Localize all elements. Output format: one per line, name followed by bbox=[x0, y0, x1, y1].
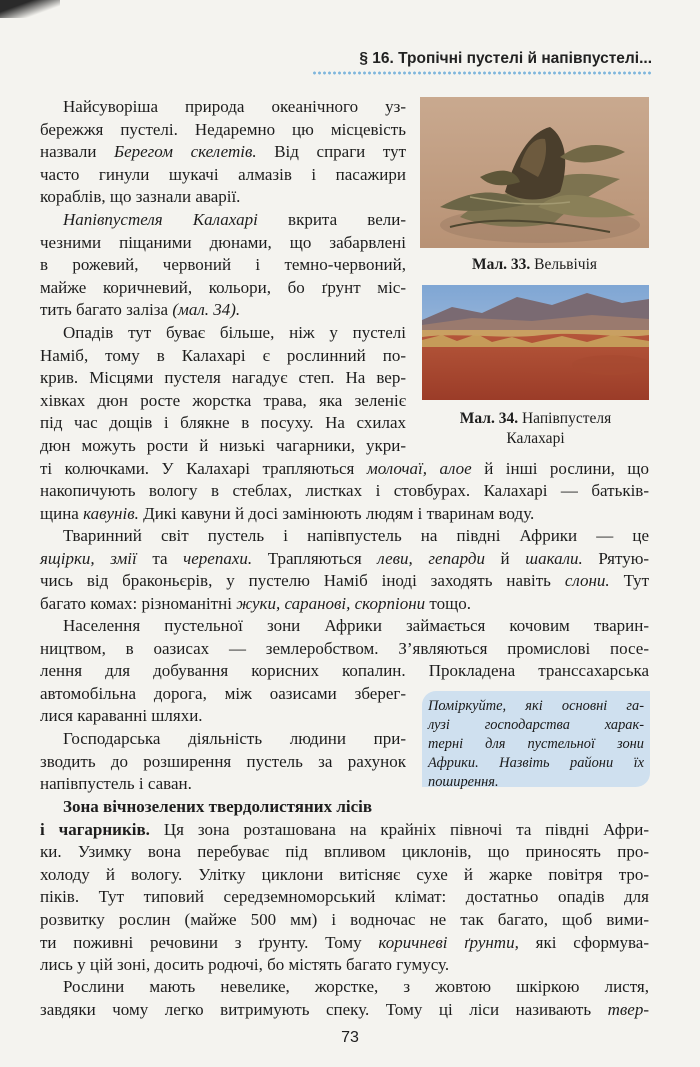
text-line: тить багато заліза (мал. 34). bbox=[40, 300, 241, 320]
text-line: під час дощів і блякне в посуху. На схилах bbox=[40, 413, 406, 433]
text-line: Найсуворіша природа океанічного уз- bbox=[63, 97, 406, 116]
text-line: Наміб, тому в Калахарі є рослинний по- bbox=[40, 345, 406, 365]
text-line: кораблів, що зазнали аварії. bbox=[40, 187, 241, 207]
text-line: накопичують вологу в стеблах, листках і стовбурах. Калахарі — батьків- bbox=[40, 481, 649, 501]
text-line: чись від браконьєрів, у пустелю Наміб іноді заходять навіть слони. Тут bbox=[40, 571, 650, 591]
page-number: 73 bbox=[341, 1029, 359, 1046]
text-line: хівках дюн росте жорстка трава, яка зеленіє bbox=[40, 390, 406, 410]
text-line: Тваринний світ пустель і напівпустель на півдні Африки — це bbox=[63, 526, 649, 545]
text-line: крив. Місцями пустеля нагадує степ. На вер- bbox=[40, 368, 406, 388]
text-line: розвитку рослин (майже 500 мм) і водночас не так багато, щоб вими- bbox=[40, 909, 649, 929]
text-line: Напівпустеля Калахарі вкрита вели- bbox=[63, 210, 407, 229]
kalahari-photo bbox=[422, 285, 649, 400]
text-line: бережжя пустелі. Недаремно цю місцевість bbox=[40, 119, 406, 139]
text-line: назвали Берегом скелетів. Від спраги тут bbox=[40, 142, 407, 162]
text-line: в рожевий, червоний і темно-червоний, bbox=[40, 255, 406, 275]
text-line: холоду й вологу. Улітку циклони витісняє сухе й жарке повітря тро- bbox=[40, 864, 649, 884]
paragraph-skeleton-coast bbox=[40, 96, 407, 209]
text-line: терні для пустельної зони bbox=[428, 736, 644, 752]
section-title: § 16. Тропічні пустелі й напівпустелі... bbox=[359, 50, 652, 67]
text-line: часто гинули шукачі алмазів і пасажири bbox=[40, 164, 406, 184]
paragraph-evergreen-zone bbox=[40, 796, 649, 977]
page-header bbox=[312, 47, 652, 73]
text-line: ти поживні речовини з ґрунту. Тому коричневі ґрунти, які сформува- bbox=[40, 932, 649, 952]
question-text bbox=[428, 697, 644, 792]
text-line: зводить до розширення пустель за рахунок bbox=[40, 751, 406, 771]
welwitschia-photo bbox=[420, 97, 649, 248]
text-line: Опадів тут буває більше, ніж у пустелі bbox=[63, 323, 406, 342]
text-line: Поміркуйте, які основні га- bbox=[428, 698, 644, 714]
text-line: ті колючками. У Калахарі трапляються молочаї, алое й інші рослини, що bbox=[40, 458, 650, 478]
text-line: і чагарників. Ця зона розташована на крайніх півночі та півдні Афри- bbox=[40, 819, 650, 839]
text-line: багато комах: різноманітні жуки, саранові, скорпіони тощо. bbox=[40, 593, 471, 613]
paragraph-fauna bbox=[40, 525, 649, 615]
figure-34-caption: Мал. 34. Напівпустеля Калахарі bbox=[459, 410, 612, 447]
text-line: напівпустель і саван. bbox=[40, 774, 192, 794]
text-line: дюн можуть рости й низькі чагарники, укри- bbox=[40, 435, 406, 455]
text-line: піків. Тут типовий середземноморський клімат: достатньо опадів для bbox=[40, 887, 649, 907]
text-line: лися караванні шляхи. bbox=[40, 706, 203, 726]
text-line: лись у цій зоні, досить родючі, бо містять багато гумусу. bbox=[40, 955, 450, 975]
text-line: ництвом, в оазисах — землеробством. З’являються промислові посе- bbox=[40, 638, 649, 658]
text-line: чезними піщаними дюнами, що забарвлені bbox=[40, 232, 406, 252]
text-line: ящірки, змії та черепахи. Трапляються леви, гепарди й шакали. Рятую- bbox=[40, 548, 650, 568]
text-line: Господарська діяльність людини при- bbox=[63, 729, 406, 748]
text-line: ки. Узимку вона перебуває під впливом циклонів, що приносять про- bbox=[40, 842, 649, 862]
paragraph-economy bbox=[40, 728, 406, 796]
paragraph-plants bbox=[40, 976, 649, 1021]
text-line: лення для добування корисних копалин. Прокладена транссахарська bbox=[40, 661, 649, 681]
text-line: Зона вічнозелених твердолистяних лісів bbox=[63, 797, 373, 816]
text-line: лузі господарства харак- bbox=[428, 717, 644, 733]
paragraph-kalahari bbox=[40, 209, 407, 322]
text-line: Рослини мають невелике, жорсткe, з жовтою шкіркою листя, bbox=[63, 977, 649, 996]
text-line: щина кавунів. Дикі кавуни й досі замінюють людям і тваринам воду. bbox=[40, 503, 535, 523]
header-dotted-rule bbox=[312, 71, 652, 75]
text-line: автомобільна дорога, між оазисами зберег- bbox=[40, 683, 406, 703]
text-line: майже коричневий, кольори, бо ґрунт міс- bbox=[40, 277, 406, 297]
page-corner-shadow bbox=[0, 0, 60, 18]
text-line: Населення пустельної зони Африки займається кочовим тварин- bbox=[63, 616, 649, 635]
text-line: Африки. Назвіть райони їх bbox=[428, 755, 644, 771]
text-line: поширення. bbox=[428, 774, 499, 790]
figure-33-caption: Мал. 33. Вельвічія bbox=[471, 256, 598, 273]
text-line: завдяки чому легко витримують спеку. Тому ці ліси називають твер- bbox=[40, 999, 650, 1019]
